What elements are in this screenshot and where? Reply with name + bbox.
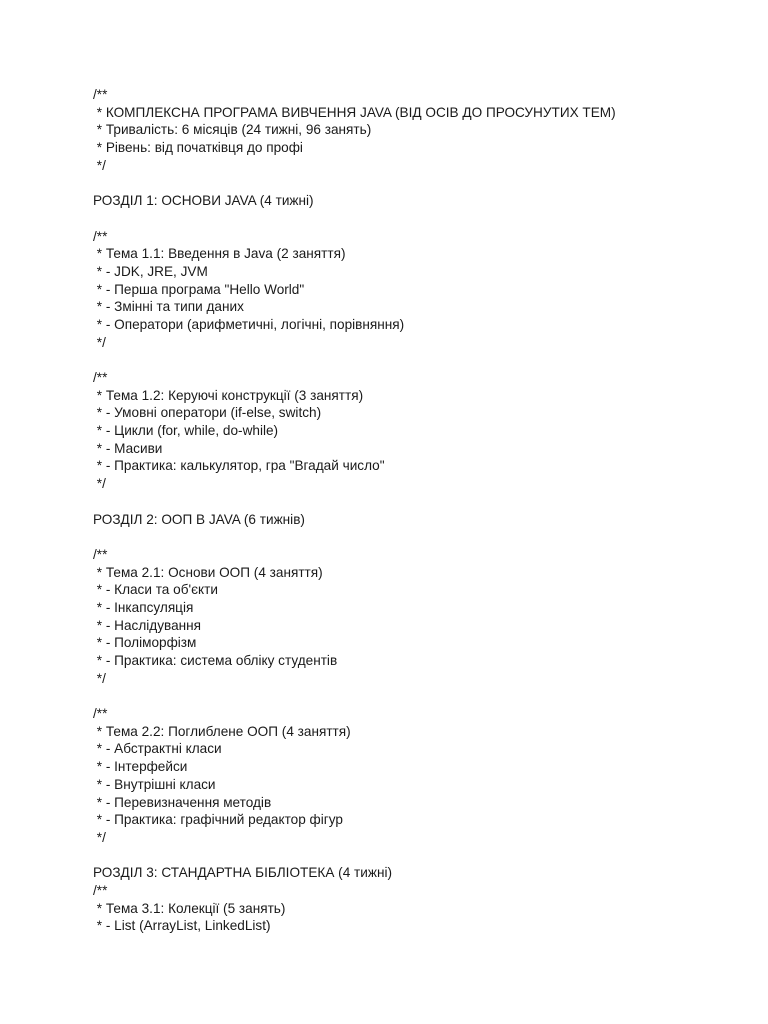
- level-line: * Рівень: від початківця до профі: [93, 140, 303, 156]
- topic-comment-close: */: [93, 476, 106, 492]
- topic-item: * - Класи та об'єкти: [93, 582, 218, 598]
- topic-2-2-title: * Тема 2.2: Поглиблене ООП (4 заняття): [93, 723, 351, 739]
- blank-line: [93, 493, 733, 511]
- topic-item: * - Умовні оператори (if-else, switch): [93, 405, 322, 421]
- topic-1-1-title: * Тема 1.1: Введення в Java (2 заняття): [93, 246, 346, 262]
- blank-line: [93, 528, 733, 546]
- blank-line: [93, 687, 733, 705]
- document-body: [93, 86, 733, 935]
- topic-3-1-title: * Тема 3.1: Колекції (5 занять): [93, 900, 286, 916]
- topic-comment-open: /**: [93, 546, 108, 562]
- doc-comment-close: */: [93, 157, 106, 173]
- topic-item: * - Практика: система обліку студентів: [93, 653, 338, 668]
- topic-item: * - Практика: калькулятор, гра "Вгадай число": [93, 458, 385, 474]
- section-3-heading: РОЗДІЛ 3: СТАНДАРТНА БІБЛІОТЕКА (4 тижні): [93, 865, 392, 881]
- doc-comment-open: /**: [93, 87, 108, 102]
- topic-item: * - Масиви: [93, 440, 163, 456]
- duration-line: * Тривалість: 6 місяців (24 тижні, 96 занять): [93, 122, 372, 138]
- topic-item: * - Перша програма "Hello World": [93, 281, 305, 297]
- blank-line: [93, 847, 733, 865]
- topic-item: * - Цикли (for, while, do-while): [93, 423, 279, 439]
- topic-item: * - List (ArrayList, LinkedList): [93, 918, 271, 934]
- topic-item: * - Внутрішні класи: [93, 776, 216, 792]
- topic-item: * - Змінні та типи даних: [93, 299, 244, 315]
- topic-1-2-title: * Тема 1.2: Керуючі конструкції (3 заняття): [93, 387, 364, 403]
- topic-comment-open: /**: [93, 370, 108, 385]
- topic-item: * - Наслідування: [93, 617, 202, 633]
- topic-comment-close: */: [93, 670, 106, 686]
- topic-item: * - Оператори (арифметичні, логічні, порівняння): [93, 316, 405, 332]
- topic-comment-open: /**: [93, 706, 108, 722]
- topic-comment-open: /**: [93, 228, 108, 244]
- blank-line: [93, 174, 733, 192]
- topic-comment-open: /**: [93, 882, 108, 898]
- topic-item: * - JDK, JRE, JVM: [93, 263, 208, 279]
- topic-comment-close: */: [93, 334, 106, 350]
- section-2-heading: РОЗДІЛ 2: ООП В JAVA (6 тижнів): [93, 511, 305, 527]
- program-title-line: * КОМПЛЕКСНА ПРОГРАМА ВИВЧЕННЯ JAVA (ВІД ОСІВ ДО ПРОСУНУТИХ ТЕМ): [93, 104, 616, 120]
- blank-line: [93, 351, 733, 369]
- topic-item: * - Поліморфізм: [93, 635, 197, 651]
- topic-item: * - Інкапсуляція: [93, 599, 194, 615]
- topic-item: * - Практика: графічний редактор фігур: [93, 812, 343, 828]
- topic-comment-close: */: [93, 829, 106, 845]
- blank-line: [93, 210, 733, 228]
- topic-item: * - Інтерфейси: [93, 759, 188, 775]
- topic-item: * - Абстрактні класи: [93, 741, 222, 757]
- topic-2-1-title: * Тема 2.1: Основи ООП (4 заняття): [93, 564, 323, 580]
- topic-item: * - Перевизначення методів: [93, 794, 272, 810]
- section-1-heading: РОЗДІЛ 1: ОСНОВИ JAVA (4 тижні): [93, 193, 314, 209]
